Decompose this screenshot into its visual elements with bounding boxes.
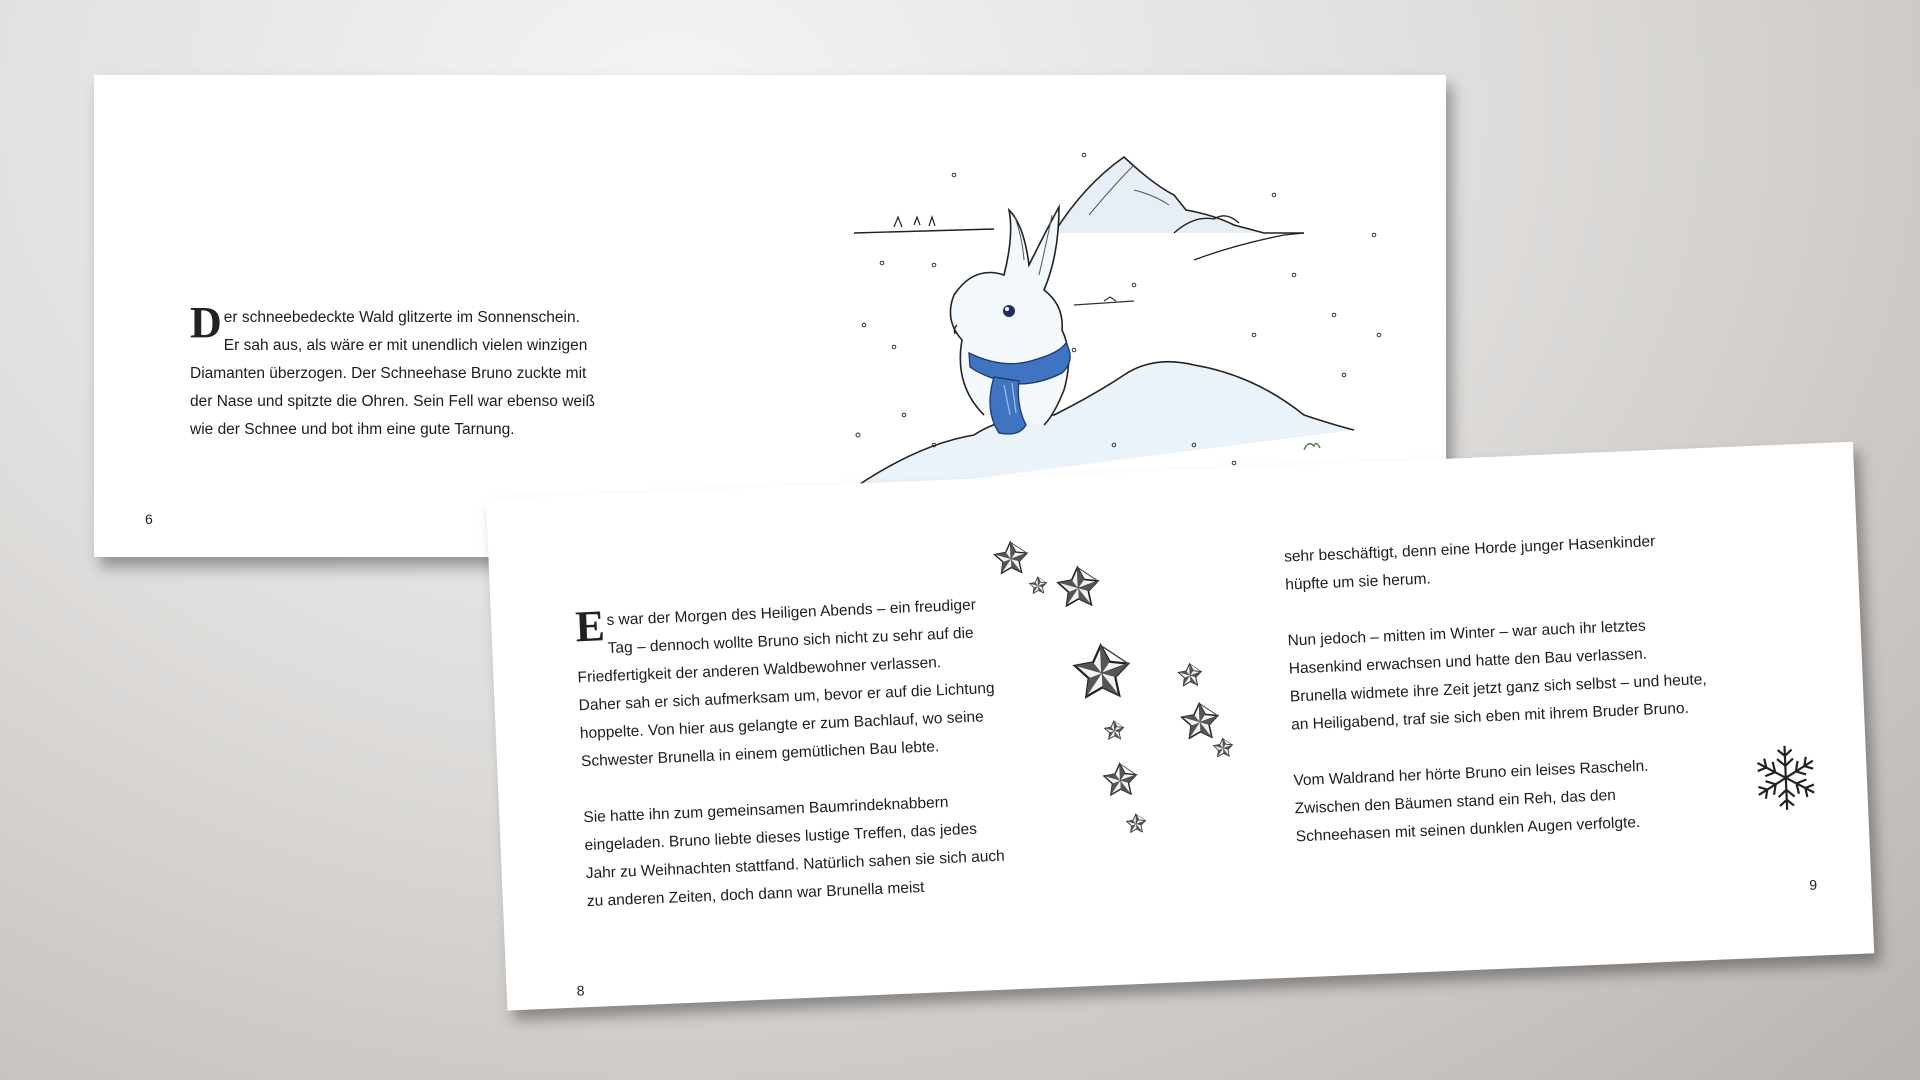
text-line: wie der Schnee und bot ihm eine gute Tarnung.: [190, 421, 515, 438]
text-line: Er sah aus, als wäre er mit unendlich vielen winzigen: [223, 337, 588, 354]
text-line: sehr beschäftigt, denn eine Horde junger Hasenkinder: [1283, 533, 1656, 566]
text-line: Zwischen den Bäumen stand ein Reh, das den: [1294, 786, 1617, 818]
page-spread-8-9: [486, 442, 1874, 1011]
text-line: eingeladen. Bruno liebte dieses lustige Treffen, das jedes: [584, 820, 978, 855]
text-line: Brunella widmete ihre Zeit jetzt ganz sich selbst – und heute,: [1289, 671, 1708, 706]
text-line: s war der Morgen des Heiligen Abends – ein freudiger: [606, 596, 977, 630]
text-line: Sie hatte ihn zum gemeinsamen Baumrindeknabbern: [583, 793, 949, 827]
text-line: Daher sah er sich aufmerksam um, bevor er auf die Lichtung: [578, 679, 995, 715]
text-line: Tag – dennoch wollte Bruno sich nicht zu sehr auf die: [607, 624, 974, 658]
paragraph: [583, 786, 1027, 916]
dropcap-e: E: [574, 601, 606, 652]
page-8-text: [575, 590, 1029, 944]
text-line: hüpfte um sie herum.: [1284, 570, 1432, 594]
text-line: an Heiligabend, traf sie sich eben mit ihrem Bruder Bruno.: [1290, 699, 1690, 734]
page-9-text: [1284, 524, 1758, 879]
page-number-9: 9: [1808, 876, 1818, 893]
text-line: hoppelte. Von hier aus gelangte er zum Bachlauf, wo seine: [579, 708, 985, 743]
text-line: er schneebedeckte Wald glitzerte im Sonnenschein.: [223, 309, 580, 326]
paragraph: [1287, 608, 1751, 739]
text-line: Schwester Brunella in einem gemütlichen Bau lebte.: [580, 738, 940, 771]
page-number-6: 6: [145, 511, 153, 527]
text-line: Nun jedoch – mitten im Winter – war auch ihr letztes: [1287, 617, 1647, 650]
page-6-text: [190, 298, 650, 444]
text-line: Diamanten überzogen. Der Schneehase Bruno zuckte mit: [190, 365, 587, 382]
text-line: Friedfertigkeit der anderen Waldbewohner verlassen.: [577, 654, 942, 687]
paragraph: [1284, 524, 1746, 599]
text-line: zu anderen Zeiten, doch dann war Brunella meist: [586, 878, 925, 911]
text-line: Jahr zu Weihnachten stattfand. Natürlich sahen sie sich auch: [585, 847, 1006, 883]
text-line: Hasenkind erwachsen und hatte den Bau verlassen.: [1288, 645, 1648, 678]
page-number-8: 8: [576, 982, 585, 999]
text-line: Schneehasen mit seinen dunklen Augen verfolgte.: [1295, 813, 1641, 846]
text-line: der Nase und spitzte die Ohren. Sein Fell war ebenso weiß: [190, 393, 595, 410]
snowflake-icon: [1747, 739, 1824, 816]
star-cluster-illustration: [988, 527, 1260, 838]
text-line: Vom Waldrand her hörte Bruno ein leises Rascheln.: [1293, 757, 1649, 790]
paragraph: [1293, 748, 1756, 851]
dropcap-d: D: [190, 298, 222, 347]
paragraph: [575, 590, 1022, 776]
